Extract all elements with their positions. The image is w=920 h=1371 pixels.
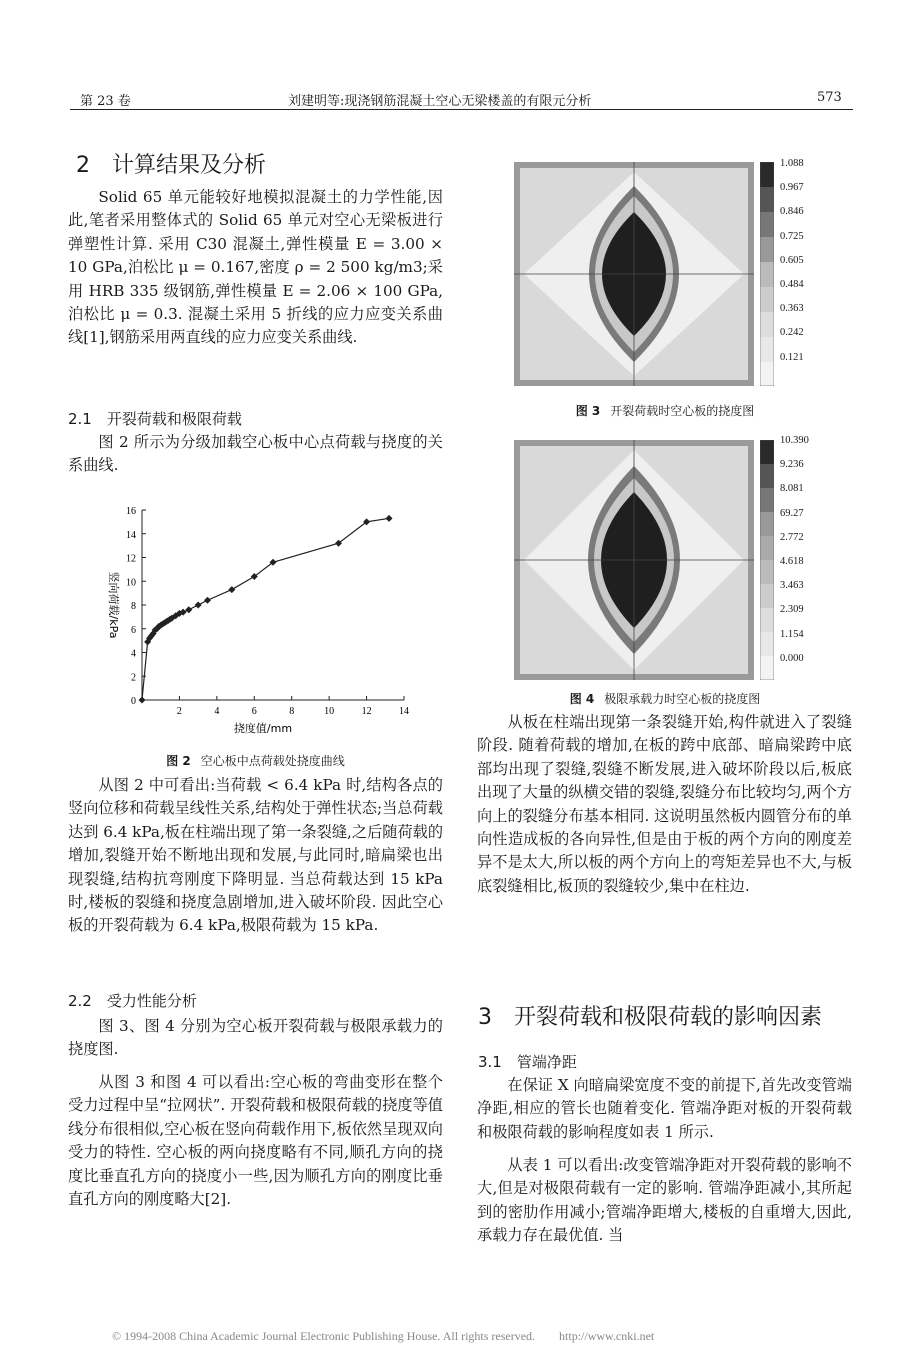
legend-value: 1.088 xyxy=(780,158,804,169)
y-tick-label: 14 xyxy=(126,529,136,541)
data-point xyxy=(204,597,211,604)
section-2-2-paragraph-1: 图 3、图 4 分别为空心板开裂荷载与极限承载力的挠度图. xyxy=(68,1017,443,1059)
x-tick-label: 14 xyxy=(399,706,409,717)
data-point xyxy=(195,602,202,609)
figure-3-caption xyxy=(480,402,850,419)
figure-3-number: 图 3 xyxy=(575,404,601,418)
legend-value: 0.967 xyxy=(780,182,804,194)
data-point xyxy=(386,515,393,522)
section-2-1-paragraph-2: 从图 2 中可看出:当荷载 < 6.4 kPa 时,结构各点的竖向位移和荷载呈线性关系,结构处于弹性状态;当总荷载达到 6.4 kPa,板在柱端出现了第一条裂缝,之后随荷载的增加,裂缝开始不断地出现和发展,与此同时,暗扁梁也出现裂缝,结构抗弯刚度下降明显. 当总荷载达到 15 kPa 时,楼板的裂缝和挠度急剧增加,进入破坏阶段. 因此空心板的开裂荷载为 6.4 kPa,极限荷载为 15 kPa. xyxy=(68,776,444,935)
legend-value: 0.846 xyxy=(780,206,804,218)
legend-value: 0.725 xyxy=(780,230,804,242)
y-axis-label: 竖向荷载/kPa xyxy=(107,571,120,639)
figure-2-caption xyxy=(68,752,443,769)
x-tick-label: 4 xyxy=(214,706,220,717)
x-tick-label: 6 xyxy=(251,706,257,717)
legend-value: 10.390 xyxy=(780,435,809,446)
figure-4-caption-text: 极限承载力时空心板的挠度图 xyxy=(604,692,761,706)
legend-value: 3.463 xyxy=(780,580,804,592)
header-rule xyxy=(70,109,853,110)
footer-copyright: © 1994-2008 China Academic Journal Electronic Publishing House. All rights reserved. http://www.cnki.net xyxy=(112,1329,655,1343)
y-tick-label: 0 xyxy=(131,696,136,707)
figure-3-legend xyxy=(780,158,804,376)
figure-2-number: 图 2 xyxy=(166,754,191,768)
y-tick-label: 6 xyxy=(131,624,136,636)
legend-value: 8.081 xyxy=(780,483,804,495)
y-tick-label: 10 xyxy=(126,577,136,589)
legend-value: 2.772 xyxy=(780,531,804,543)
y-tick-label: 2 xyxy=(131,672,136,684)
figure-4-colorbar xyxy=(760,440,774,680)
legend-value: 0.605 xyxy=(780,254,804,266)
section-3-heading: 3 开裂荷载和极限荷载的影响因素 xyxy=(478,1005,822,1030)
data-point xyxy=(228,586,235,593)
legend-value: 4.618 xyxy=(780,555,804,567)
y-tick-label: 16 xyxy=(126,506,136,517)
figure-4-number: 图 4 xyxy=(569,692,595,706)
legend-value: 0.242 xyxy=(780,327,804,339)
section-2-1-heading: 2.1 开裂荷载和极限荷载 xyxy=(68,410,242,428)
legend-value: 0.484 xyxy=(780,278,804,290)
x-axis-label: 挠度值/mm xyxy=(233,722,293,735)
figure-4-caption xyxy=(480,690,850,707)
legend-value: 0.121 xyxy=(780,351,804,363)
x-tick-label: 10 xyxy=(324,706,335,717)
legend-value: 2.309 xyxy=(780,604,804,616)
header-title: 刘建明等:现浇钢筋混凝土空心无梁楼盖的有限元分析 xyxy=(288,94,592,109)
figure-4-contour xyxy=(514,440,754,680)
y-tick-label: 12 xyxy=(126,553,136,565)
legend-value: 69.27 xyxy=(780,507,804,519)
figure-2-caption-text: 空心板中点荷载处挠度曲线 xyxy=(200,754,345,768)
figure-4-legend xyxy=(780,435,809,677)
legend-value: 0.000 xyxy=(780,652,804,664)
section-2-paragraph-1: Solid 65 单元能较好地模拟混凝土的力学性能,因此,笔者采用整体式的 Solid 65 单元对空心无梁板进行弹塑性计算. 采用 C30 混凝土,弹性模量 E = 3.00 × 10 GPa,泊松比 μ = 0.167,密度 ρ = 2 500 kg/m3;采用 HRB 335 级钢筋,弹性模量 E = 2.06 × 100 GPa,泊松比 μ = 0.3. 混凝土采用 5 折线的应力应变关系曲线[1],钢筋采用两直线的应力应变关系曲线. xyxy=(68,188,443,347)
header-page-number: 573 xyxy=(817,90,842,105)
figure-2-chart xyxy=(96,498,426,743)
legend-value: 0.363 xyxy=(780,303,804,315)
header-volume: 第 23 卷 xyxy=(80,94,131,109)
section-3-1-paragraph-2: 从表 1 可以看出:改变管端净距对开裂荷载的影响不大,但是对极限荷载有一定的影响. 管端净距减小,其所起到的密肋作用减小;管端净距增大,楼板的自重增大,因此,承载力存在最优值. 当 xyxy=(477,1156,852,1245)
figure-3-contour xyxy=(514,162,754,386)
series-line xyxy=(142,518,389,700)
section-2-2-paragraph-3: 从板在柱端出现第一条裂缝开始,构件就进入了裂缝阶段. 随着荷载的增加,在板的跨中底部、暗扁梁跨中底部均出现了裂缝,裂缝不断发展,进入破坏阶段以后,板底出现了大量的纵横交错的裂缝,裂缝分布比较均匀,两个方向上的裂缝分布基本相同. 这说明虽然板内圆管分布的单向性造成板的各向异性,但是由于板的两个方向的刚度差异不是太大,所以板的两个方向上的弯矩差异也不大,与板底裂缝相比,板顶的裂缝较少,集中在柱边. xyxy=(477,713,852,895)
x-tick-label: 2 xyxy=(176,706,182,717)
figure-3-caption-text: 开裂荷载时空心板的挠度图 xyxy=(610,404,755,418)
section-2-heading: 2 计算结果及分析 xyxy=(76,153,266,178)
figure-3-colorbar xyxy=(760,162,774,386)
section-3-1-heading: 3.1 管端净距 xyxy=(478,1053,577,1071)
section-3-1-paragraph-1: 在保证 X 向暗扁梁宽度不变的前提下,首先改变管端净距,相应的管长也随着变化. 管端净距对板的开裂荷载和极限荷载的影响程度如表 1 所示. xyxy=(477,1076,852,1141)
legend-value: 9.236 xyxy=(780,459,804,471)
section-2-1-paragraph: 图 2 所示为分级加载空心板中心点荷载与挠度的关系曲线. xyxy=(68,433,443,475)
x-tick-label: 8 xyxy=(289,706,295,717)
x-tick-label: 12 xyxy=(361,706,372,717)
data-point xyxy=(139,697,146,704)
section-2-2-paragraph-2: 从图 3 和图 4 可以看出:空心板的弯曲变形在整个受力过程中呈“拉网状”. 开裂荷载和极限荷载的挠度等值线分布很相似,空心板在竖向荷载作用下,板依然呈现双向受力的特性. 空心板的两向挠度略有不同,顺孔方向的挠度比垂直孔方向的挠度小一些,因为顺孔方向的刚度比垂直孔方向的刚度略大[2]. xyxy=(68,1073,443,1209)
section-2-2-heading: 2.2 受力性能分析 xyxy=(68,992,197,1010)
legend-value: 1.154 xyxy=(780,628,804,640)
y-tick-label: 4 xyxy=(131,648,136,660)
y-tick-label: 8 xyxy=(131,601,136,612)
